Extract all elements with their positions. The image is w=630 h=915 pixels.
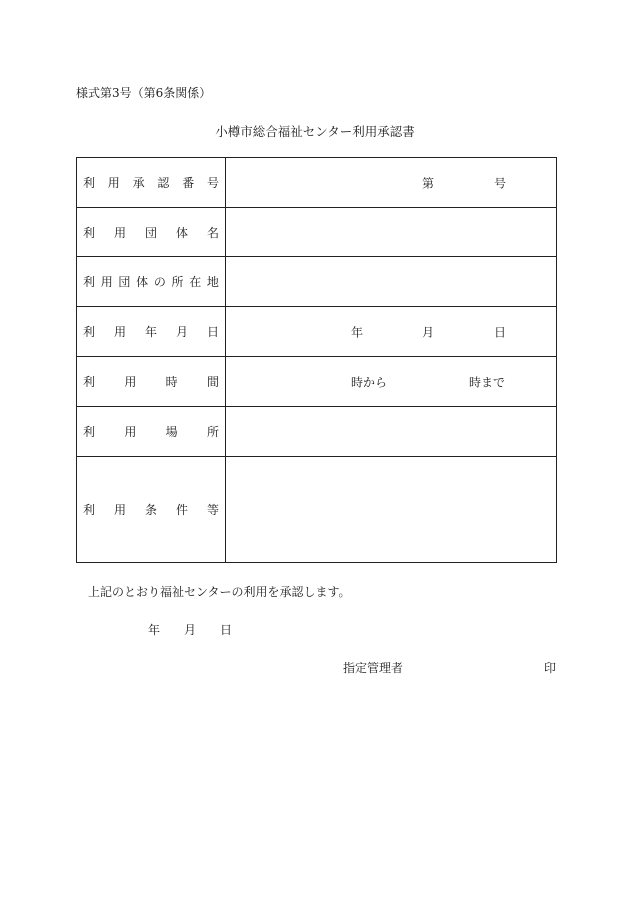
value-until-time: 時まで xyxy=(469,375,506,389)
label-char: 利 xyxy=(83,503,96,517)
value-day: 日 xyxy=(494,325,507,339)
row-usage-location xyxy=(77,407,557,457)
label-char: 利 xyxy=(83,325,96,339)
value-year: 年 xyxy=(351,325,364,339)
label-char: 体 xyxy=(175,225,188,240)
label-char: 番 xyxy=(182,176,195,190)
row-usage-date xyxy=(77,307,557,357)
label-char: 用 xyxy=(107,176,120,190)
label-approval-number xyxy=(77,158,226,208)
field-usage-date[interactable] xyxy=(226,307,557,357)
field-approval-number[interactable] xyxy=(226,158,557,208)
label-char: 用 xyxy=(113,503,126,517)
issue-date-year: 年 xyxy=(148,623,161,637)
value-month: 月 xyxy=(422,325,435,339)
label-char: 時 xyxy=(165,375,178,389)
value-go: 号 xyxy=(494,176,507,190)
label-group-name xyxy=(77,208,226,257)
label-char: 所 xyxy=(171,275,184,289)
field-group-name[interactable] xyxy=(226,208,557,257)
label-char: 地 xyxy=(206,275,219,289)
row-usage-conditions xyxy=(77,457,557,563)
value-from-time: 時から xyxy=(351,375,388,389)
label-usage-location xyxy=(77,407,226,457)
seal-mark: 印 xyxy=(544,661,557,675)
label-char: 用 xyxy=(124,375,137,389)
issue-date-day: 日 xyxy=(220,623,233,637)
label-char: 承 xyxy=(132,176,145,190)
label-char: 利 xyxy=(83,375,96,389)
label-usage-time xyxy=(77,357,226,407)
row-group-name xyxy=(77,208,557,257)
document-title: 小樽市総合福祉センター利用承認書 xyxy=(215,124,415,139)
form-number: 様式第3号（第6条関係） xyxy=(76,86,212,100)
label-char: 用 xyxy=(113,225,126,240)
row-usage-time xyxy=(77,357,557,407)
label-group-address xyxy=(77,257,226,307)
row-approval-number xyxy=(77,158,557,208)
field-usage-location[interactable] xyxy=(226,407,557,457)
approval-statement: 上記のとおり福祉センターの利用を承認します。 xyxy=(88,585,351,599)
label-char: 利 xyxy=(83,176,96,190)
field-usage-conditions[interactable] xyxy=(226,457,557,563)
label-char: 名 xyxy=(206,225,219,240)
label-char: 用 xyxy=(100,275,113,289)
label-char: 用 xyxy=(113,325,126,339)
label-char: 体 xyxy=(136,275,149,289)
label-char: 利 xyxy=(83,425,96,439)
label-char: 在 xyxy=(189,275,202,289)
label-usage-date xyxy=(77,307,226,357)
label-char: 利 xyxy=(83,275,96,289)
issue-date-month: 月 xyxy=(184,623,197,637)
value-dai: 第 xyxy=(422,176,435,190)
approval-form-table xyxy=(76,157,557,563)
label-char: 団 xyxy=(144,225,157,240)
label-char: 用 xyxy=(124,425,137,439)
label-char: 場 xyxy=(165,425,178,439)
label-char: 日 xyxy=(206,325,219,339)
row-group-address xyxy=(77,257,557,307)
field-usage-time[interactable] xyxy=(226,357,557,407)
field-group-address[interactable] xyxy=(226,257,557,307)
label-char: の xyxy=(153,275,166,289)
label-char: 等 xyxy=(206,503,219,517)
label-usage-conditions xyxy=(77,457,226,563)
label-char: 月 xyxy=(175,325,188,339)
label-char: 年 xyxy=(144,325,157,339)
label-char: 号 xyxy=(206,176,219,190)
label-char: 件 xyxy=(175,503,188,517)
label-char: 所 xyxy=(206,425,219,439)
label-char: 認 xyxy=(157,176,170,190)
label-char: 利 xyxy=(83,225,96,240)
label-char: 条 xyxy=(144,503,157,517)
label-char: 団 xyxy=(118,275,131,289)
designated-manager-label: 指定管理者 xyxy=(343,661,404,675)
label-char: 間 xyxy=(206,375,219,389)
